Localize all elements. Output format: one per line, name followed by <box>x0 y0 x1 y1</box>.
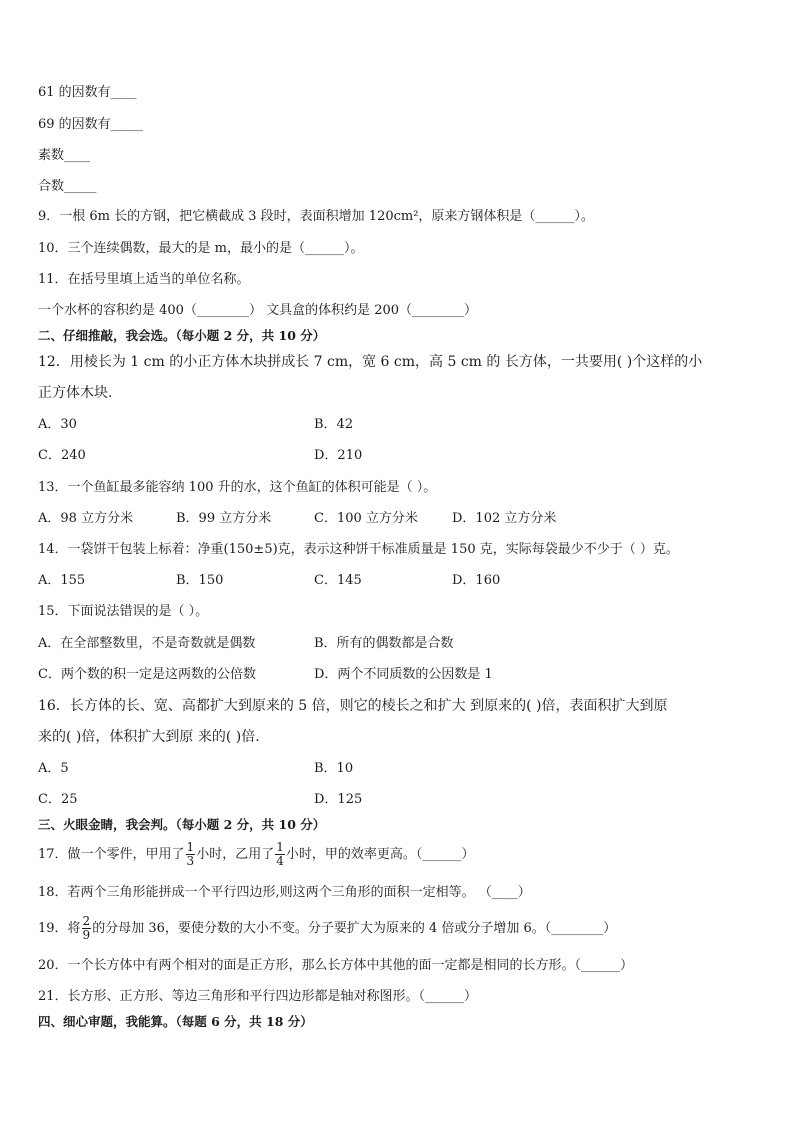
q16-option-a: A．5 <box>38 761 69 776</box>
question-15: 15．下面说法错误的是（ ）。 <box>38 604 209 619</box>
question-21: 21．长方形、正方形、等边三角形和平行四边形都是轴对称图形。（______） <box>38 989 478 1004</box>
q14-option-d: D．160 <box>452 573 501 588</box>
question-9: 9．一根 6m 长的方钢，把它横截成 3 段时，表面积增加 120cm²，原来方钢体积是（______）。 <box>38 209 594 224</box>
q13-option-c: C．100 立方分米 <box>314 511 418 526</box>
q16-option-d: D．125 <box>314 792 363 807</box>
q14-option-a: A．155 <box>38 573 86 588</box>
factors-61-line: 61 的因数有____ <box>38 85 137 100</box>
q17-text-2: 小时，乙用了 <box>196 847 275 862</box>
q19-text-2: 的分母加 36，要使分数的大小不变。分子要扩大为原来的 4 倍或分子增加 6。（________） <box>92 921 617 936</box>
question-12-line-2: 正方体木块. <box>38 385 113 401</box>
q13-option-d: D．102 立方分米 <box>452 511 557 526</box>
q16-option-c: C．25 <box>38 792 78 807</box>
section-3-heading: 三、火眼金睛，我会判。（每小题 2 分，共 10 分） <box>38 817 326 832</box>
section-2-heading: 二、仔细推敲，我会选。（每小题 2 分，共 10 分） <box>38 328 326 343</box>
q12-option-a: A．30 <box>38 417 77 432</box>
question-16-line-2: 来的( )倍，体积扩大到原 来的( )倍. <box>38 729 260 745</box>
question-17 <box>38 840 474 870</box>
question-12-line-1: 12．用棱长为 1 cm 的小正方体木块拼成长 7 cm，宽 6 cm，高 5 cm 的 长方体，一共要用( )个这样的小 <box>38 354 703 370</box>
question-10: 10．三个连续偶数，最大的是 m，最小的是（______）。 <box>38 241 364 256</box>
question-18: 18．若两个三角形能拼成一个平行四边形,则这两个三角形的面积一定相等。 （____） <box>38 885 531 900</box>
question-11-sub: 一个水杯的容积约是 400（________） 文具盒的体积约是 200（________） <box>38 303 478 318</box>
factors-69-line: 69 的因数有_____ <box>38 117 144 132</box>
q13-option-a: A．98 立方分米 <box>38 511 134 526</box>
question-20: 20．一个长方体中有两个相对的面是正方形，那么长方体中其他的面一定都是相同的长方形。（______） <box>38 958 634 973</box>
q19-text-1: 19．将 <box>38 921 81 936</box>
q15-option-d: D．两个不同质数的公因数是 1 <box>314 667 493 682</box>
q12-option-d: D．210 <box>314 448 363 463</box>
section-4-heading: 四、细心审题，我能算。（每题 6 分，共 18 分） <box>38 1014 313 1029</box>
fraction-one-fourth: $\frac{1}{4}$ <box>276 840 284 868</box>
composite-line: 合数_____ <box>38 179 97 194</box>
q14-option-c: C．145 <box>314 573 362 588</box>
q12-option-c: C．240 <box>38 448 86 463</box>
question-19 <box>38 914 616 944</box>
q17-text-3: 小时，甲的效率更高。（______） <box>285 847 475 862</box>
q15-option-c: C．两个数的积一定是这两数的公倍数 <box>38 667 256 682</box>
q17-text-1: 17．做一个零件，甲用了 <box>38 847 185 862</box>
question-13: 13．一个鱼缸最多能容纳 100 升的水，这个鱼缸的体积可能是（ ）。 <box>38 480 437 495</box>
q14-option-b: B．150 <box>176 573 224 588</box>
question-16-line-1: 16．长方体的长、宽、高都扩大到原来的 5 倍，则它的棱长之和扩大 到原来的( )倍，表面积扩大到原 <box>38 698 668 714</box>
q12-option-b: B．42 <box>314 417 354 432</box>
q15-option-a: A．在全部整数里，不是奇数就是偶数 <box>38 636 256 651</box>
prime-line: 素数____ <box>38 148 91 163</box>
question-14: 14．一袋饼干包装上标着：净重(150±5)克，表示这种饼干标准质量是 150 克，实际每袋最少不少于（ ）克。 <box>38 542 679 557</box>
q13-option-b: B．99 立方分米 <box>176 511 272 526</box>
fraction-one-third: $\frac{1}{3}$ <box>186 840 195 868</box>
q16-option-b: B．10 <box>314 761 354 776</box>
q15-option-b: B．所有的偶数都是合数 <box>314 636 454 651</box>
fraction-two-ninths: $\frac{2}{9}$ <box>82 914 91 942</box>
question-11: 11．在括号里填上适当的单位名称。 <box>38 272 250 287</box>
